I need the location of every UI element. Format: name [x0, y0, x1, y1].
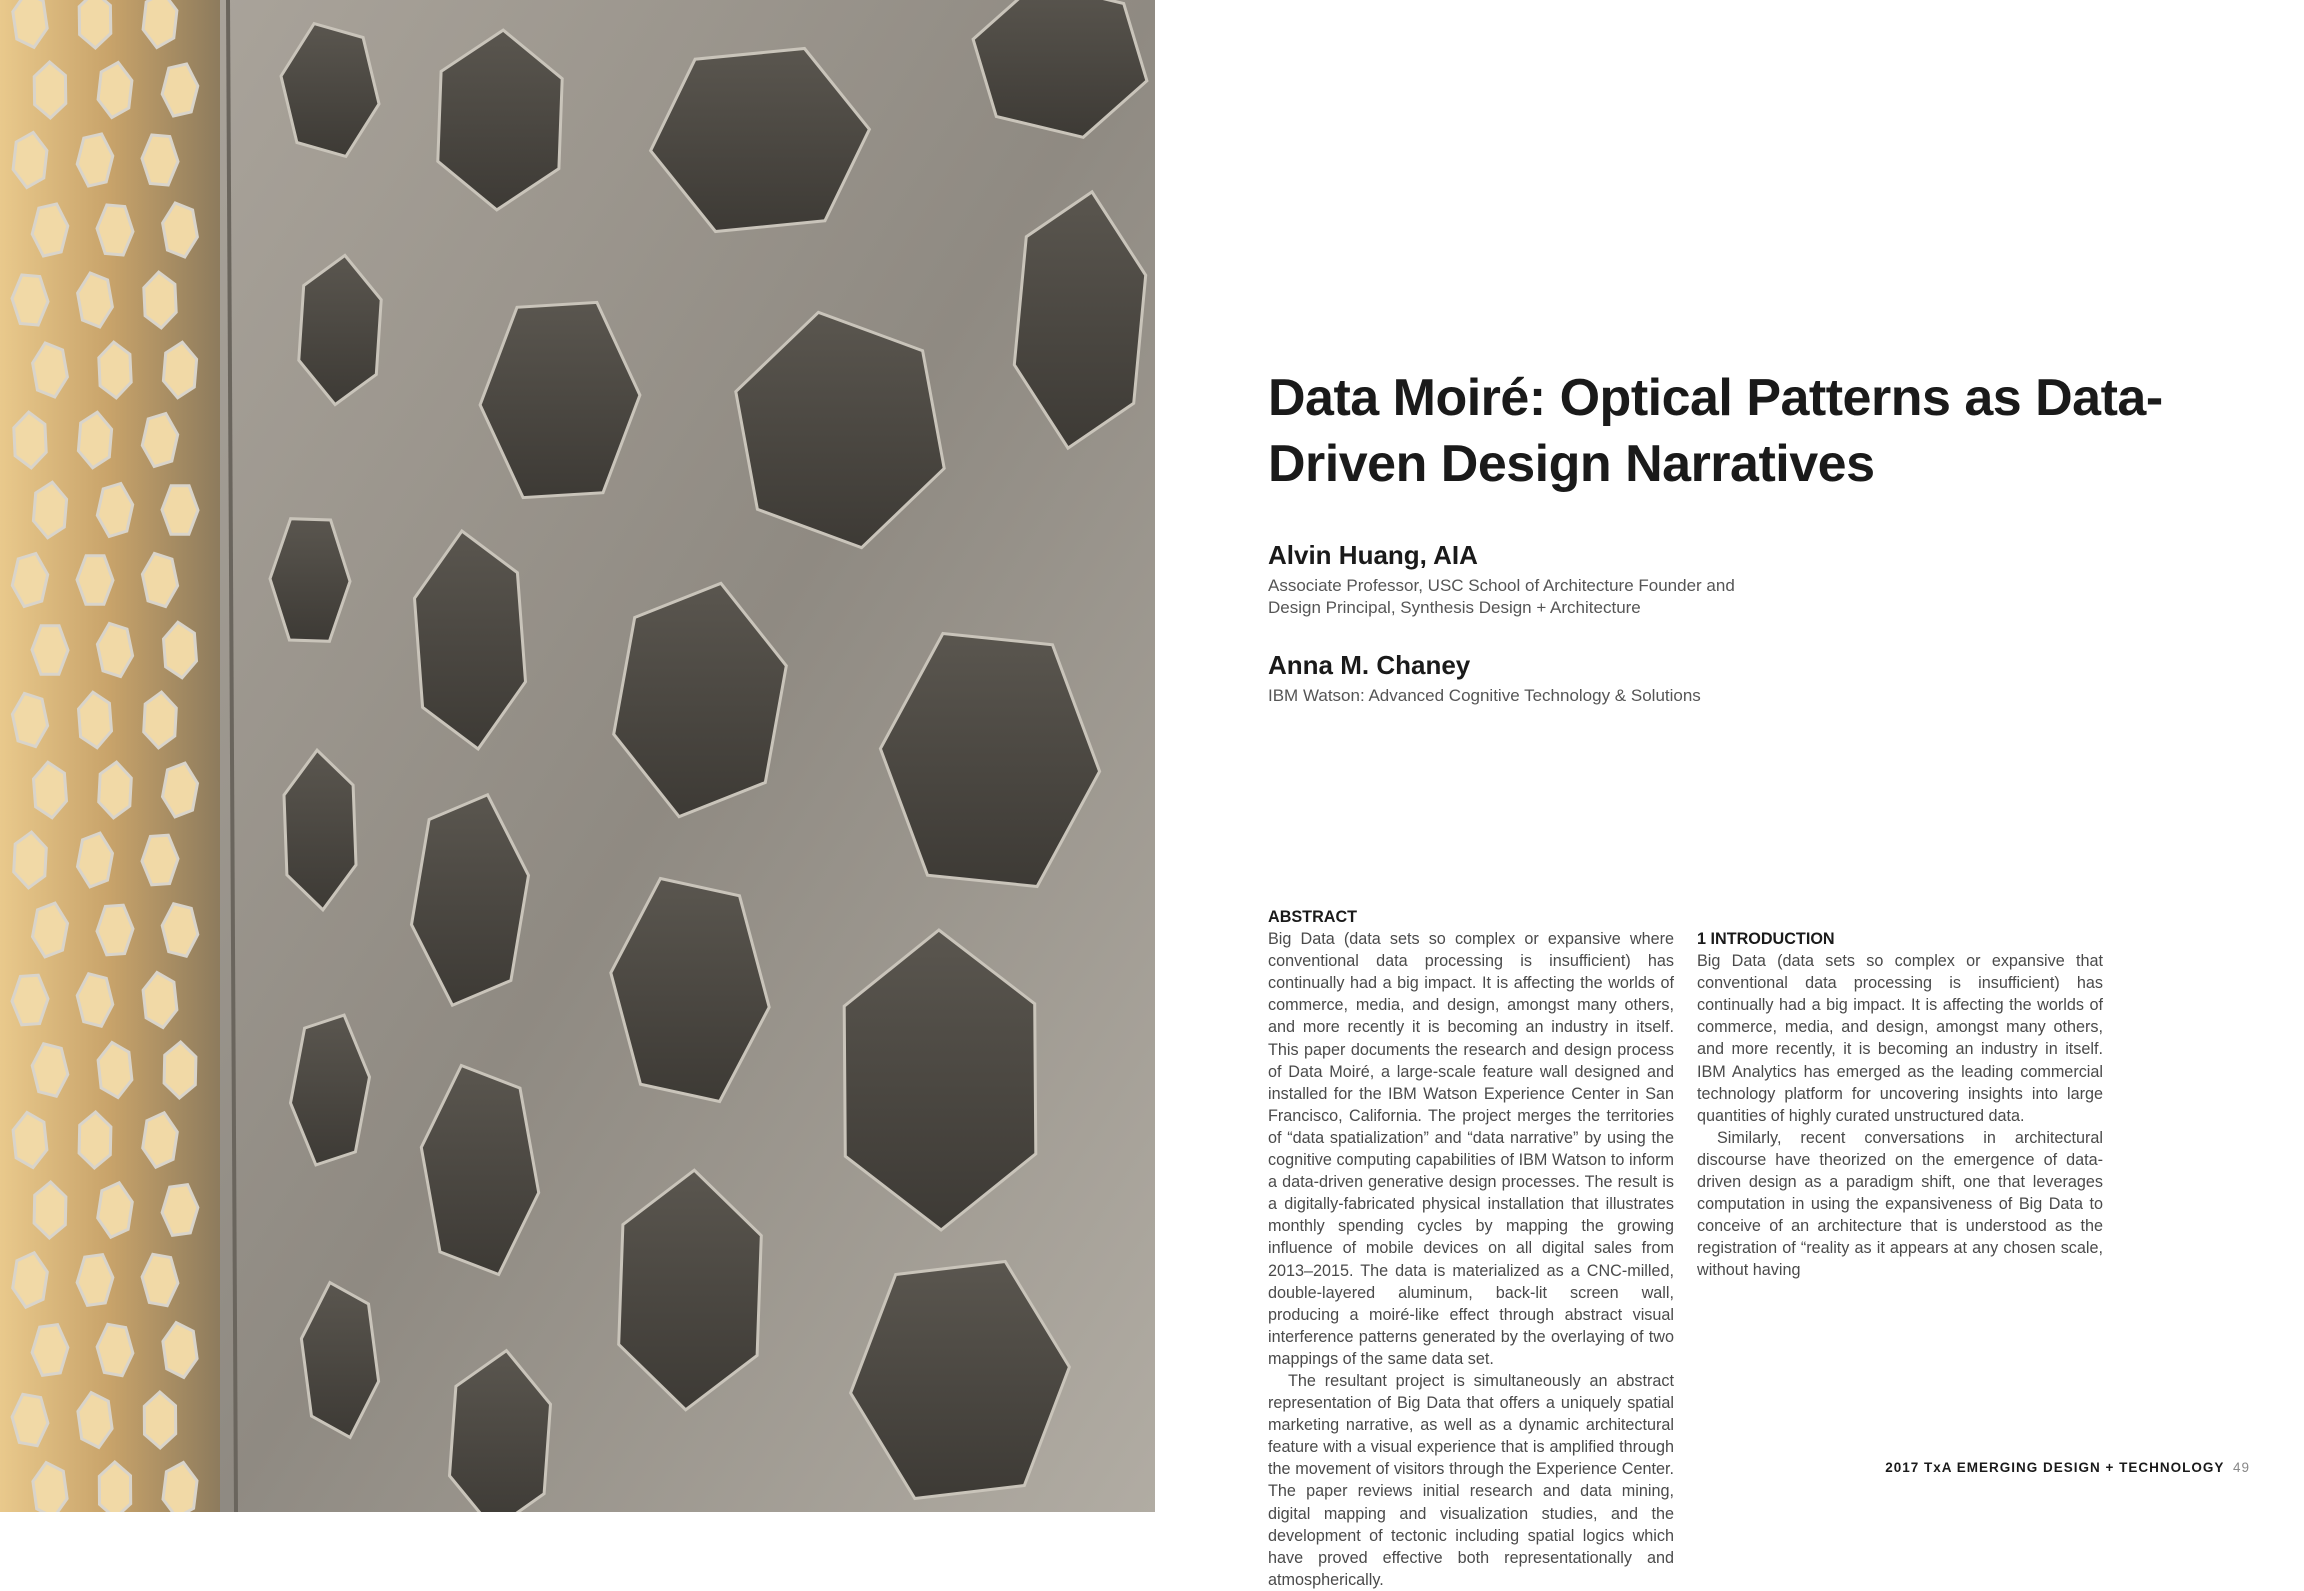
author-name: Anna M. Chaney [1268, 650, 1471, 680]
author-block [1268, 540, 1788, 619]
perforation-shape [144, 1392, 175, 1448]
page-number: 49 [2232, 1460, 2250, 1475]
perforation-shape [79, 1112, 111, 1168]
perforation-shape [12, 975, 48, 1025]
perforation-shape [97, 905, 133, 955]
perforation-shape [77, 556, 113, 605]
abstract-paragraph: The resultant project is simultaneously an abstract representation of Big Data that offers a uniquely spatial marketing narrative, as well as a dynamic architectural feature with a visual experience that is amplified through the movement of visitors through the Experience Center. The paper reviews initial research and data mining, digital mapping and visualization studies, and the development of tectonic including spatial logics which have proved effective both representationally and atmospherically. [1268, 1371, 1674, 1589]
perforation-shape [77, 1255, 113, 1306]
abstract-column [1268, 906, 1674, 1591]
perforation-shape [162, 1185, 198, 1236]
article-title: Data Moiré: Optical Patterns as Data-Driven Design Narratives [1268, 369, 2163, 493]
introduction-paragraph: Similarly, recent conversations in architectural discourse have theorized on the emergence of data-driven design as a paradigm shift, one that leverages computation in using the expansiveness of Big Data to conceive of an architecture that is understood as the registration of “reality as it appears at any chosen scale, without having [1697, 1128, 2103, 1280]
perforation-shape [142, 135, 178, 185]
perforation-shape [34, 62, 66, 118]
author-affiliation: Associate Professor, USC School of Architecture Founder and Design Principal, Synthesis Design + Architecture [1268, 576, 1735, 617]
author-name: Alvin Huang, AIA [1268, 540, 1478, 570]
perforation-shape [164, 1042, 196, 1098]
perforated-screen-illustration [0, 0, 1155, 1512]
introduction-paragraph: Big Data (data sets so complex or expansive that conventional data processing is insufficient) has continually had a big impact. It is affecting the worlds of commerce, media, and design, amongst many others, and more recently, it is becoming an industry in itself. IBM Analytics has emerged as the leading commercial technology platform for uncovering insights into large quantities of highly curated unstructured data. [1697, 952, 2103, 1125]
perforation-shape [142, 835, 178, 885]
perforation-shape [97, 205, 133, 255]
introduction-heading: 1 INTRODUCTION [1697, 930, 1835, 948]
perforation-shape [162, 486, 198, 535]
abstract-heading: ABSTRACT [1268, 908, 1358, 926]
cover-photo [0, 0, 1155, 1512]
author-block [1268, 650, 1788, 707]
page-footer [1800, 1460, 2250, 1475]
perforation-shape [32, 1325, 68, 1376]
perforation-shape [12, 275, 48, 325]
abstract-paragraph: Big Data (data sets so complex or expansive where conventional data processing is insufficient) has continually had a big impact. It is affecting the worlds of commerce, media, and design, amongst many others, and more recently it is becoming an industry in itself. This paper documents the research and design process of Data Moiré, a large-scale feature wall designed and installed for the IBM Watson Experience Center in San Francisco, California. The project merges the territories of “data spatialization” and “data narrative” by using the cognitive computing capabilities of IBM Watson to inform a data-driven generative design processes. The result is a digitally-fabricated physical installation that illustrates monthly spending cycles by mapping the growing influence of mobile devices on all digital sales from 2013–2015. The data is materialized as a CNC-milled, double-layered aluminum, back-lit screen wall, producing a moiré-like effect through abstract visual interference patterns generated by the overlaying of two mappings of the same data set. [1268, 930, 1674, 1368]
perforation-shape [34, 1182, 66, 1238]
introduction-column [1697, 906, 2103, 1282]
publication-name: 2017 TxA EMERGING DESIGN + TECHNOLOGY [1885, 1460, 2225, 1475]
author-affiliation: IBM Watson: Advanced Cognitive Technology & Solutions [1268, 686, 1701, 705]
perforation-shape [32, 626, 68, 675]
